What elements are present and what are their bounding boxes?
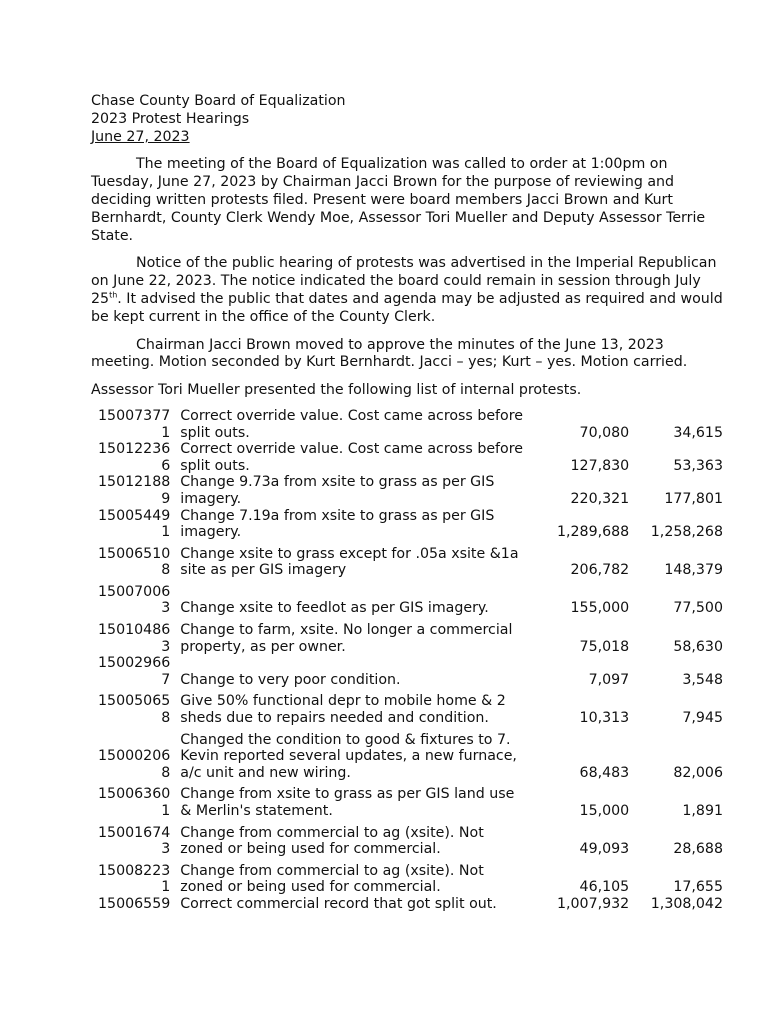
notice-text-part1: Notice of the public hearing of protests was advertised in the Imperial Republican on June 22, 2023. The notice indicated the board could remain in session through July 25 (91, 255, 717, 307)
protest-row (91, 441, 723, 474)
original-value: 10,313 (579, 710, 630, 727)
protest-description: Change from commercial to ag (xsite). Not zoned or being used for commercial. (180, 862, 484, 896)
paragraph-protest-intro: Assessor Tori Mueller presented the following list of internal protests. (91, 382, 582, 399)
parcel-id: 150122366 (98, 441, 171, 474)
document-page (91, 93, 723, 913)
parcel-id: 150065108 (98, 545, 171, 579)
parcel-id: 150054491 (98, 507, 171, 541)
paragraph-call-to-order: The meeting of the Board of Equalization was called to order at 1:00pm on Tuesday, June 27, 2023 by Chairman Jacci Brown for the purpose of reviewing and deciding written protests filed. Present were board members Jacci Brown and Kurt Bernhardt, County Clerk Wendy Moe, Assessor Tori Mueller and Deputy Assessor Terrie State. (91, 156, 706, 244)
adjusted-value: 1,258,268 (650, 524, 723, 541)
adjusted-value: 7,945 (682, 710, 723, 727)
adjusted-value: 82,006 (673, 764, 723, 781)
protest-row (91, 820, 723, 858)
protest-description: Change xsite to feedlot as per GIS imagery. (180, 600, 489, 617)
adjusted-value: 28,688 (673, 841, 723, 858)
original-value: 68,483 (579, 764, 630, 781)
original-value: 49,093 (579, 841, 630, 858)
parcel-id: 150002068 (98, 748, 171, 781)
protest-table (91, 408, 723, 913)
paragraph-minutes-motion: Chairman Jacci Brown moved to approve the minutes of the June 13, 2023 meeting. Motion seconded by Kurt Bernhardt. Jacci – yes; Kurt – yes. Motion carried. (91, 336, 688, 371)
protest-description: Correct commercial record that got split out. (180, 895, 497, 912)
protest-table-body (91, 408, 723, 913)
protest-description: Change 7.19a from xsite to grass as per GIS imagery. (180, 507, 495, 541)
original-value: 220,321 (570, 490, 630, 507)
adjusted-value: 3,548 (682, 671, 723, 688)
protest-row (91, 541, 723, 579)
notice-superscript: th (109, 290, 118, 300)
protest-row (91, 781, 723, 819)
adjusted-value: 1,308,042 (650, 895, 723, 912)
parcel-id: 15006559 (98, 895, 171, 912)
parcel-id: 150016743 (98, 824, 171, 858)
protest-row (91, 655, 723, 688)
adjusted-value: 177,801 (664, 490, 723, 507)
original-value: 127,830 (570, 457, 630, 474)
parcel-id: 150121889 (98, 474, 171, 507)
protest-description: Give 50% functional depr to mobile home & 2 sheds due to repairs needed and condition. (180, 693, 506, 727)
adjusted-value: 1,891 (682, 803, 723, 820)
adjusted-value: 58,630 (673, 638, 723, 655)
meeting-date: June 27, 2023 (91, 128, 190, 145)
parcel-id: 150073771 (98, 407, 171, 441)
parcel-id: 150029667 (98, 655, 171, 688)
protest-row (91, 896, 723, 913)
parcel-id: 150063601 (98, 786, 171, 820)
paragraph-notice (91, 255, 723, 326)
adjusted-value: 148,379 (664, 562, 723, 579)
protest-row (91, 727, 723, 782)
protest-description: Correct override value. Cost came across before split outs. (180, 441, 523, 474)
original-value: 7,097 (588, 671, 630, 688)
protest-row (91, 617, 723, 655)
protest-description: Change 9.73a from xsite to grass as per GIS imagery. (180, 474, 495, 507)
adjusted-value: 17,655 (673, 879, 723, 896)
original-value: 206,782 (570, 562, 630, 579)
protest-row (91, 408, 723, 441)
parcel-id: 150104863 (98, 622, 171, 655)
adjusted-value: 34,615 (673, 424, 723, 441)
adjusted-value: 77,500 (673, 600, 723, 617)
org-name: Chase County Board of Equalization (91, 93, 346, 109)
original-value: 70,080 (579, 424, 630, 441)
adjusted-value: 53,363 (673, 457, 723, 474)
protest-row (91, 474, 723, 507)
protest-row (91, 858, 723, 896)
protest-description: Change xsite to grass except for .05a xsite &1a site as per GIS imagery (180, 545, 519, 579)
protest-row (91, 579, 723, 617)
protest-description: Change to very poor condition. (180, 671, 401, 688)
protest-description: Changed the condition to good & fixtures to 7. Kevin reported several updates, a new furnace, a/c unit and new wiring. (180, 731, 517, 781)
original-value: 1,289,688 (556, 524, 630, 541)
document-header (91, 93, 723, 146)
document-title: 2023 Protest Hearings (91, 110, 250, 127)
protest-description: Change to farm, xsite. No longer a commercial property, as per owner. (180, 622, 513, 655)
parcel-id: 150070063 (98, 583, 171, 617)
notice-text-part2: . It advised the public that dates and agenda may be adjusted as required and would be kept current in the office of the County Clerk. (91, 290, 723, 325)
original-value: 15,000 (579, 803, 630, 820)
parcel-id: 150082231 (98, 862, 171, 896)
original-value: 1,007,932 (556, 895, 630, 912)
protest-row (91, 508, 723, 541)
original-value: 75,018 (579, 638, 630, 655)
protest-description: Change from commercial to ag (xsite). Not zoned or being used for commercial. (180, 824, 484, 858)
protest-description: Change from xsite to grass as per GIS land use & Merlin's statement. (180, 786, 515, 820)
original-value: 155,000 (570, 600, 630, 617)
protest-row (91, 688, 723, 726)
original-value: 46,105 (579, 879, 630, 896)
protest-description: Correct override value. Cost came across before split outs. (180, 407, 523, 441)
parcel-id: 150050658 (98, 693, 171, 727)
